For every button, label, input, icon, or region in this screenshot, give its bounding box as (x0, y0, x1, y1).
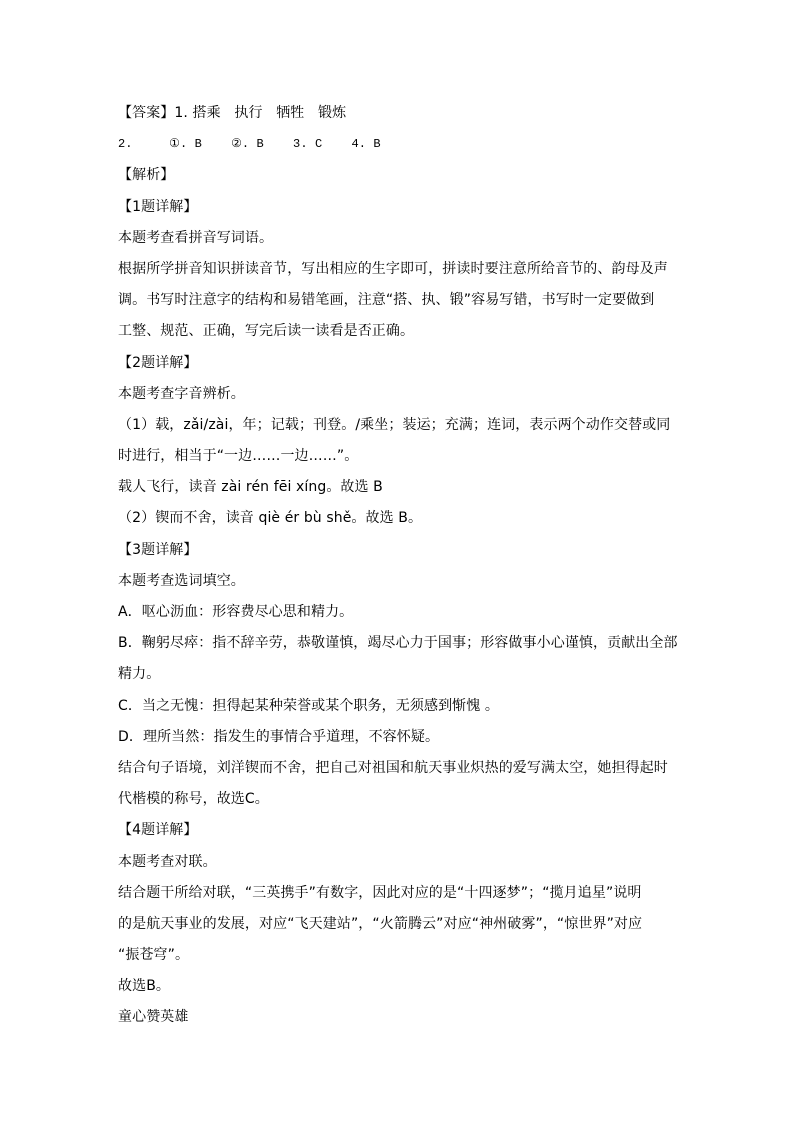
q4-heading: 【4题详解】 (118, 822, 198, 839)
q3-heading: 【3题详解】 (118, 541, 198, 558)
q1-text: 调。书写时注意字的结构和易错笔画，注意“搭、执、锻”容易写错，书写时一定要做到 (118, 292, 655, 309)
section-title: 童心赞英雄 (118, 1009, 189, 1026)
q4-text: 本题考查对联。 (118, 853, 217, 870)
q3-option-b: 精力。 (118, 666, 161, 683)
q3-conclusion: 代楷模的称号，故选C。 (118, 791, 269, 808)
q3-text: 本题考查选词填空。 (118, 572, 245, 589)
analysis-heading: 【解析】 (118, 167, 175, 184)
q2-text: 时进行，相当于“一边……一边……”。 (118, 448, 359, 465)
answer-line-2: 2. ①. B ②. B 3. C 4. B (118, 137, 381, 152)
q1-text: 根据所学拼音知识拼读音节，写出相应的生字即可，拼读时要注意所给音节的、韵母及声 (118, 260, 668, 277)
q3-option-a: A．呕心沥血：形容费尽心思和精力。 (118, 604, 354, 620)
q3-option-d: D．理所当然：指发生的事情合乎道理，不容怀疑。 (118, 728, 440, 745)
document-page (118, 103, 678, 1039)
q3-option-c: C．当之无愧：担得起某种荣誉或某个职务，无须感到惭愧 。 (118, 697, 500, 714)
q4-conclusion: 故选B。 (118, 978, 171, 995)
q2-text: 载人飞行，读音 zài rén fēi xíng。故选 B (118, 479, 383, 496)
answer-line: 【答案】1. 搭乘 执行 牺牲 锻炼 (118, 105, 347, 121)
q2-text: 本题考查字音辨析。 (118, 385, 245, 402)
q2-text: （1）载，zǎi/zài，年；记载；刊登。/乘坐；装运；充满；连词，表示两个动作交替或同 (118, 416, 671, 433)
q1-text: 本题考查看拼音写词语。 (118, 229, 274, 246)
q2-heading: 【2题详解】 (118, 354, 198, 371)
q1-text: 工整、规范、正确，写完后读一读看是否正确。 (118, 323, 415, 340)
q4-text: 结合题干所给对联，“三英携手”有数字，因此对应的是“十四逐梦”；“揽月追星”说明 (118, 884, 642, 901)
q1-heading: 【1题详解】 (118, 198, 198, 215)
q4-text: “振苍穹”。 (118, 947, 190, 964)
q3-conclusion: 结合句子语境，刘洋锲而不舍，把自己对祖国和航天事业炽热的爱写满太空，她担得起时 (118, 759, 668, 776)
q4-text: 的是航天事业的发展，对应“飞天建站”，“火箭腾云”对应“神州破雾”，“惊世界”对应 (118, 915, 643, 932)
q2-text: （2）锲而不舍，读音 qiè ér bù shě。故选 B。 (118, 510, 423, 527)
q3-option-b: B．鞠躬尽瘁：指不辞辛劳，恭敬谨慎，竭尽心力于国事；形容做事小心谨慎，贡献出全部 (118, 635, 678, 652)
